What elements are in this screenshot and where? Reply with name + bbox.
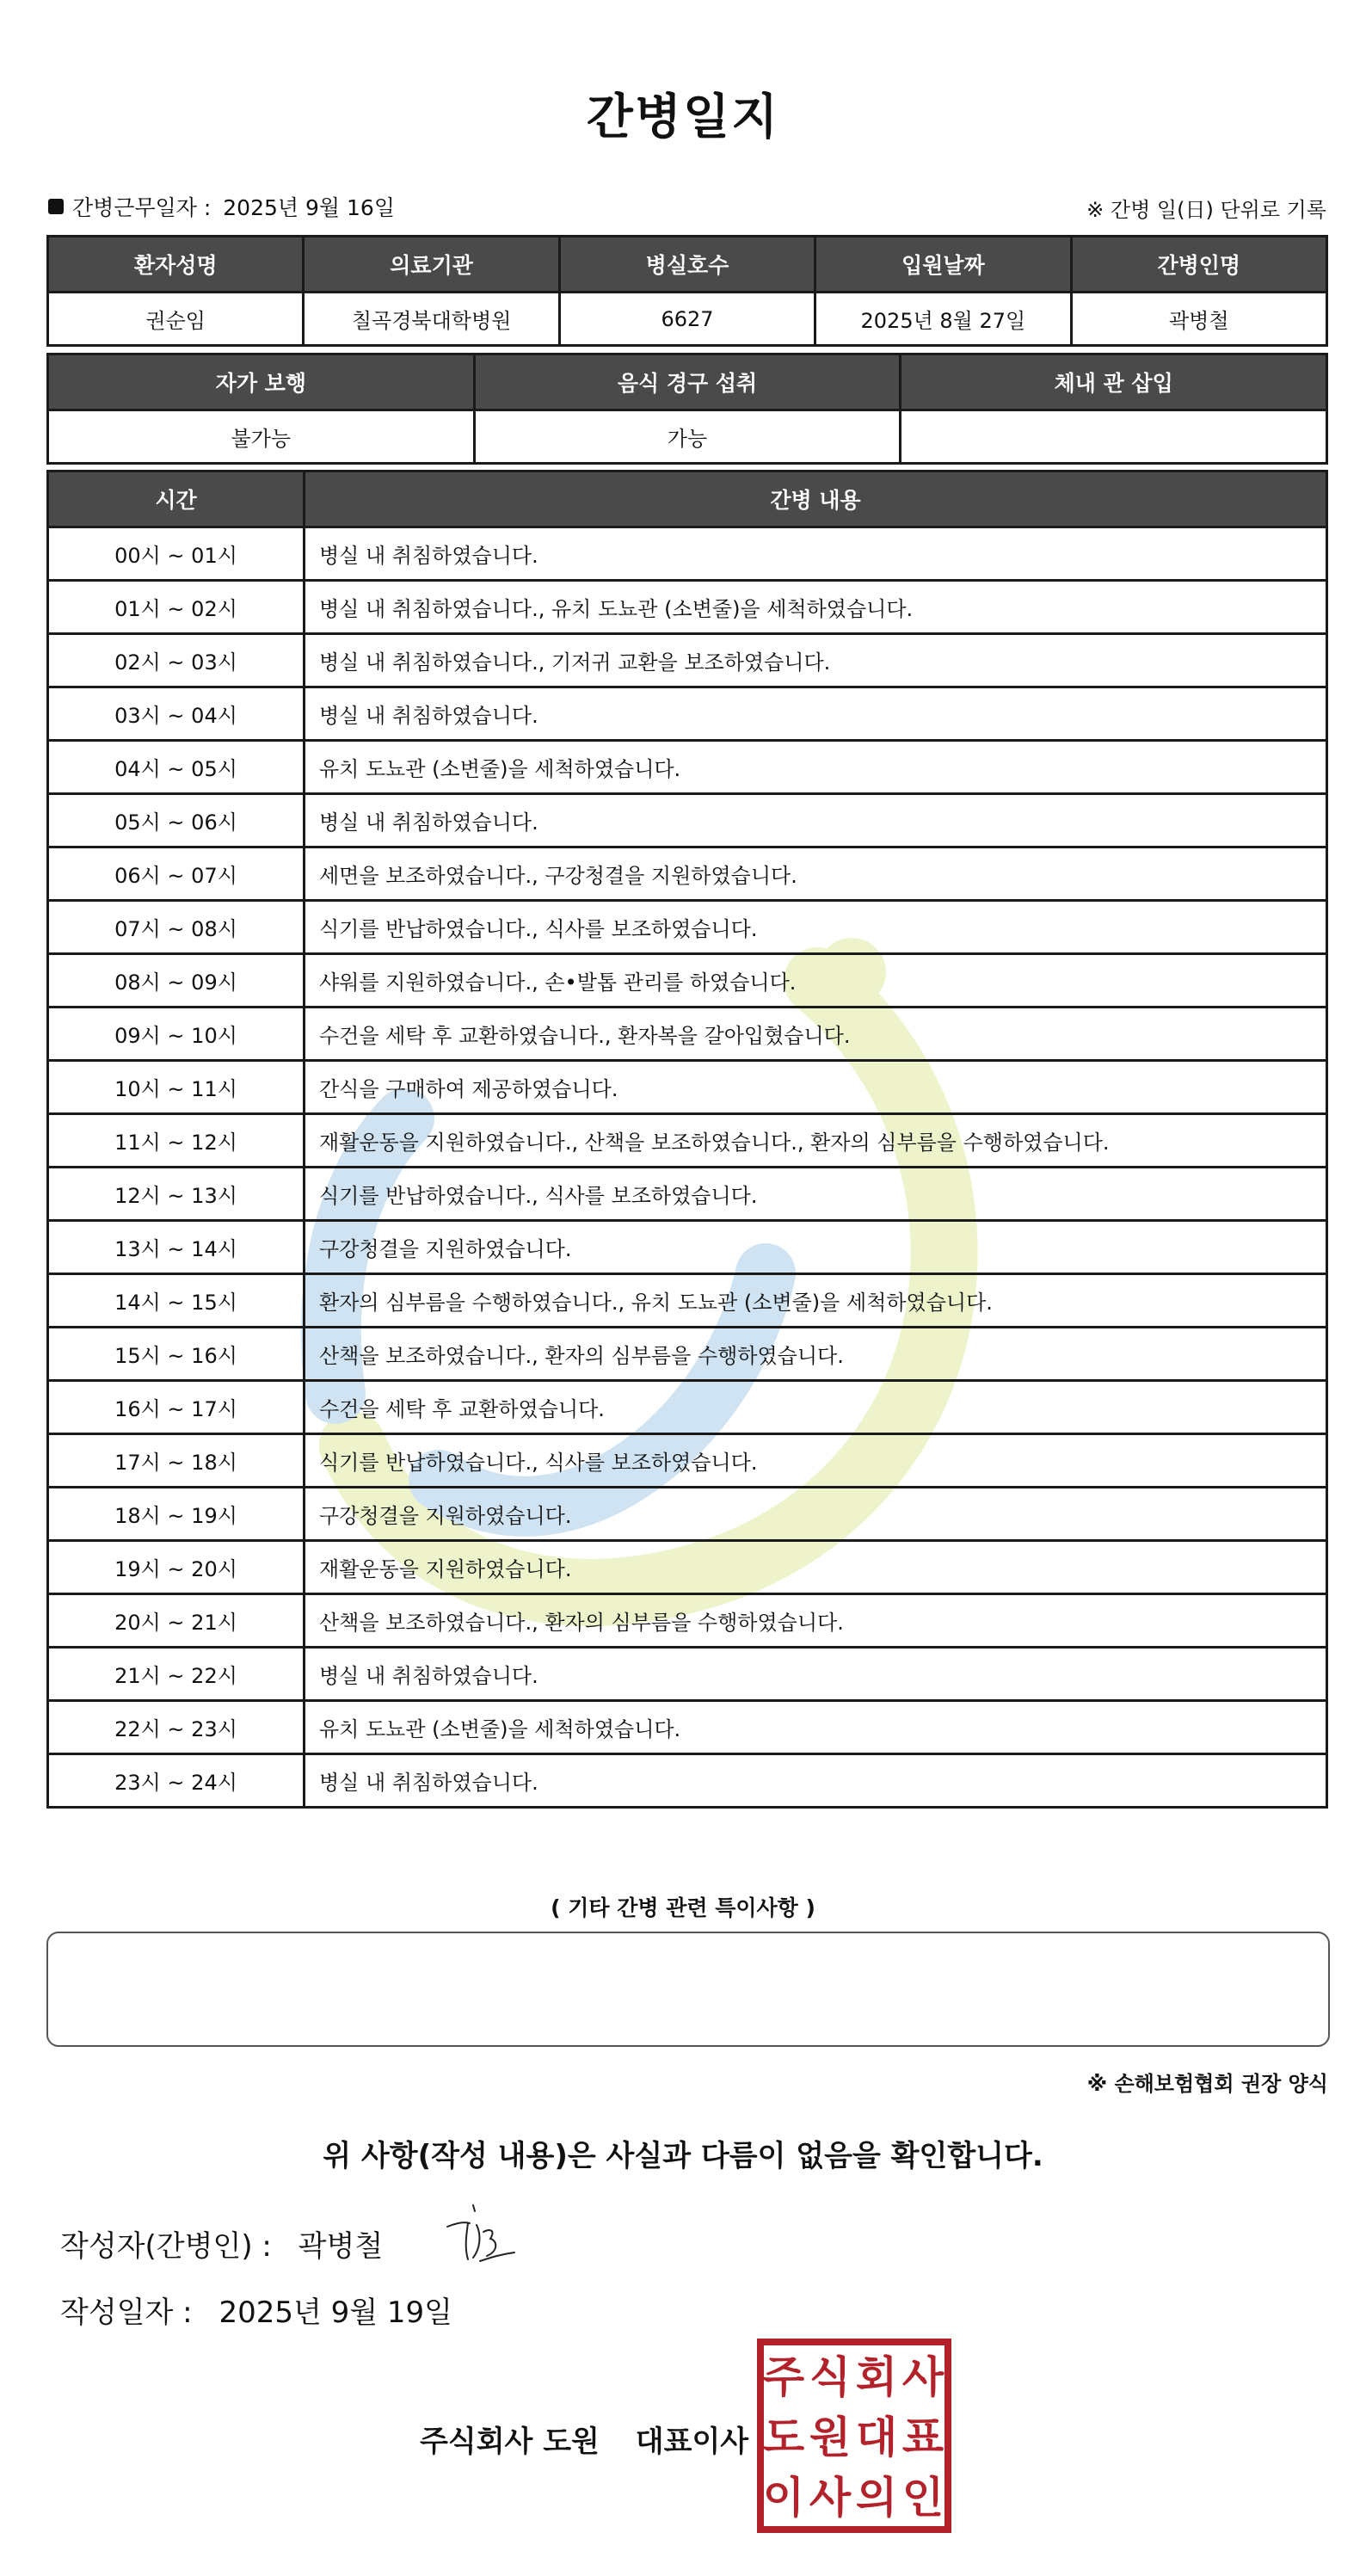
table-row (48, 1274, 1327, 1328)
company-name: 주식회사 도원 (420, 2425, 600, 2459)
care-time: 15시 ~ 16시 (48, 1328, 305, 1381)
care-time: 16시 ~ 17시 (48, 1381, 305, 1434)
company-signature-line (420, 2418, 748, 2460)
patient-status-table (46, 353, 1328, 465)
company-seal (757, 2339, 951, 2533)
header-hospital: 의료기관 (304, 237, 559, 293)
care-time: 11시 ~ 12시 (48, 1114, 305, 1168)
header-patient-name: 환자성명 (48, 237, 304, 293)
care-content: 산책을 보조하였습니다., 환자의 심부름을 수행하였습니다. (305, 1328, 1327, 1381)
writer-name: 곽병철 (298, 2229, 384, 2264)
table-row (48, 1434, 1327, 1488)
table-row (48, 1008, 1327, 1061)
table-header-row (48, 237, 1327, 293)
care-time: 02시 ~ 03시 (48, 634, 305, 687)
write-date-label: 작성일자 : (60, 2296, 193, 2330)
other-notes-title: ( 기타 간병 관련 특이사항 ) (551, 1895, 815, 1920)
table-row (48, 954, 1327, 1008)
confirm-statement: 위 사항(작성 내용)은 사실과 다름이 없음을 확인합니다. (323, 2139, 1043, 2173)
care-content: 유치 도뇨관 (소변줄)을 세척하였습니다. (305, 741, 1327, 794)
table-row (48, 1488, 1327, 1541)
table-row (48, 527, 1327, 581)
seal-character: 의 (855, 2473, 898, 2523)
header-room: 병실호수 (559, 237, 815, 293)
table-row (48, 1114, 1327, 1168)
table-row (48, 1754, 1327, 1808)
care-content: 환자의 심부름을 수행하였습니다., 유치 도뇨관 (소변줄)을 세척하였습니다. (305, 1274, 1327, 1328)
seal-character: 대 (855, 2413, 898, 2462)
care-time: 18시 ~ 19시 (48, 1488, 305, 1541)
work-date-value: 2025년 9월 16일 (223, 195, 395, 220)
signature (439, 2201, 525, 2270)
table-row (48, 901, 1327, 954)
table-row (48, 1541, 1327, 1594)
seal-character: 원 (809, 2413, 852, 2462)
oral-intake-value: 가능 (474, 410, 901, 464)
self-walking-value: 불가능 (48, 410, 475, 464)
seal-character: 사 (901, 2352, 945, 2402)
header-oral-intake: 음식 경구 섭취 (474, 354, 901, 410)
table-row (48, 741, 1327, 794)
seal-character: 회 (855, 2352, 898, 2402)
care-content: 식기를 반납하였습니다., 식사를 보조하였습니다. (305, 1168, 1327, 1221)
table-row (48, 1594, 1327, 1648)
care-content: 샤워를 지원하였습니다., 손•발톱 관리를 하였습니다. (305, 954, 1327, 1008)
seal-character: 도 (762, 2413, 805, 2462)
care-content: 병실 내 취침하였습니다. (305, 1648, 1327, 1701)
caregiver-name: 곽병철 (1071, 293, 1326, 346)
bullet-square-icon (48, 199, 64, 214)
work-date-label: 간병근무일자 : (72, 195, 212, 220)
header-caregiver: 간병인명 (1071, 237, 1326, 293)
table-row (48, 1168, 1327, 1221)
hospital: 칠곡경북대학병원 (304, 293, 559, 346)
care-content: 병실 내 취침하였습니다. (305, 527, 1327, 581)
seal-character: 사 (809, 2473, 852, 2523)
care-time: 06시 ~ 07시 (48, 847, 305, 901)
other-notes-box (46, 1932, 1330, 2047)
patient-name: 권순임 (48, 293, 304, 346)
care-time: 07시 ~ 08시 (48, 901, 305, 954)
care-time: 13시 ~ 14시 (48, 1221, 305, 1274)
table-row (48, 634, 1327, 687)
care-time: 20시 ~ 21시 (48, 1594, 305, 1648)
care-content: 구강청결을 지원하였습니다. (305, 1221, 1327, 1274)
table-row (48, 1221, 1327, 1274)
care-log-table (46, 470, 1328, 1809)
care-time: 09시 ~ 10시 (48, 1008, 305, 1061)
company-representative: 대표이사 (635, 2425, 749, 2459)
header-self-walking: 자가 보행 (48, 354, 475, 410)
table-row (48, 794, 1327, 847)
care-time: 21시 ~ 22시 (48, 1648, 305, 1701)
care-content: 구강청결을 지원하였습니다. (305, 1488, 1327, 1541)
table-row (48, 293, 1327, 346)
admission-date: 2025년 8월 27일 (815, 293, 1071, 346)
table-row (48, 581, 1327, 634)
tube-insertion-value (901, 410, 1327, 464)
header-tube-insertion: 체내 관 삽입 (901, 354, 1327, 410)
care-content: 수건을 세탁 후 교환하였습니다. (305, 1381, 1327, 1434)
care-time: 12시 ~ 13시 (48, 1168, 305, 1221)
table-header-row (48, 354, 1327, 410)
care-time: 04시 ~ 05시 (48, 741, 305, 794)
care-time: 14시 ~ 15시 (48, 1274, 305, 1328)
page-title: 간병일지 (586, 89, 780, 145)
care-content: 재활운동을 지원하였습니다., 산책을 보조하였습니다., 환자의 심부름을 수행하였습니다. (305, 1114, 1327, 1168)
care-content: 재활운동을 지원하였습니다. (305, 1541, 1327, 1594)
table-row (48, 410, 1327, 464)
table-row (48, 1381, 1327, 1434)
care-content: 세면을 보조하였습니다., 구강청결을 지원하였습니다. (305, 847, 1327, 901)
care-time: 00시 ~ 01시 (48, 527, 305, 581)
care-content: 유치 도뇨관 (소변줄)을 세척하였습니다. (305, 1701, 1327, 1754)
header-care-content: 간병 내용 (305, 471, 1327, 527)
care-time: 19시 ~ 20시 (48, 1541, 305, 1594)
unit-note: ※ 간병 일(日) 단위로 기록 (1086, 198, 1326, 222)
write-date (60, 2289, 452, 2331)
seal-character: 표 (901, 2413, 945, 2462)
care-content: 병실 내 취침하였습니다. (305, 794, 1327, 847)
care-time: 10시 ~ 11시 (48, 1061, 305, 1114)
writer (60, 2222, 383, 2265)
table-row (48, 1328, 1327, 1381)
care-time: 08시 ~ 09시 (48, 954, 305, 1008)
seal-character: 이 (762, 2473, 805, 2523)
write-date-value: 2025년 9월 19일 (218, 2296, 453, 2330)
writer-label: 작성자(간병인) : (60, 2229, 272, 2264)
table-row (48, 1061, 1327, 1114)
care-content: 수건을 세탁 후 교환하였습니다., 환자복을 갈아입혔습니다. (305, 1008, 1327, 1061)
care-time: 05시 ~ 06시 (48, 794, 305, 847)
patient-info-table (46, 235, 1328, 347)
seal-character: 식 (809, 2352, 852, 2402)
seal-character: 주 (762, 2352, 805, 2402)
care-time: 03시 ~ 04시 (48, 687, 305, 741)
table-row (48, 687, 1327, 741)
care-content: 병실 내 취침하였습니다., 유치 도뇨관 (소변줄)을 세척하였습니다. (305, 581, 1327, 634)
care-content: 병실 내 취침하였습니다. (305, 1754, 1327, 1808)
header-admission-date: 입원날짜 (815, 237, 1071, 293)
care-time: 23시 ~ 24시 (48, 1754, 305, 1808)
table-row (48, 1648, 1327, 1701)
care-content: 병실 내 취침하였습니다., 기저귀 교환을 보조하였습니다. (305, 634, 1327, 687)
room-number: 6627 (559, 293, 815, 346)
header-time: 시간 (48, 471, 305, 527)
seal-character: 인 (901, 2473, 945, 2523)
care-content: 병실 내 취침하였습니다. (305, 687, 1327, 741)
care-content: 간식을 구매하여 제공하였습니다. (305, 1061, 1327, 1114)
care-content: 식기를 반납하였습니다., 식사를 보조하였습니다. (305, 901, 1327, 954)
care-time: 22시 ~ 23시 (48, 1701, 305, 1754)
care-time: 01시 ~ 02시 (48, 581, 305, 634)
recommend-note: ※ 손해보험협회 권장 양식 (1086, 2072, 1328, 2096)
table-row (48, 847, 1327, 901)
care-content: 식기를 반납하였습니다., 식사를 보조하였습니다. (305, 1434, 1327, 1488)
care-content: 산책을 보조하였습니다., 환자의 심부름을 수행하였습니다. (305, 1594, 1327, 1648)
care-time: 17시 ~ 18시 (48, 1434, 305, 1488)
table-row (48, 1701, 1327, 1754)
work-date (48, 191, 395, 222)
table-header-row (48, 471, 1327, 527)
